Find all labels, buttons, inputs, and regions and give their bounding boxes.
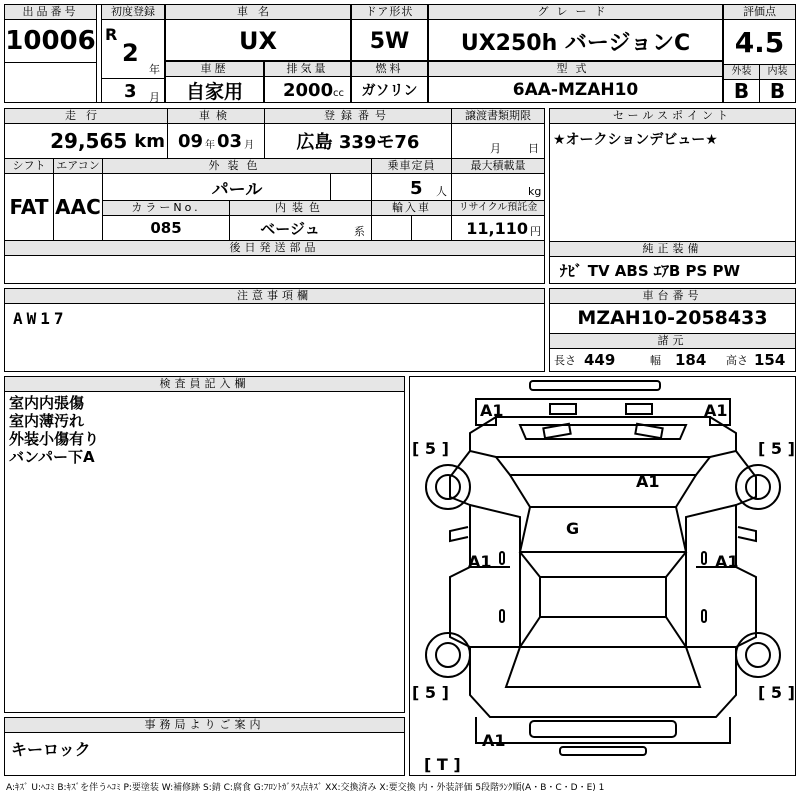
car-name: UX — [239, 27, 277, 55]
inspector-note: 外装小傷有り — [9, 430, 100, 448]
length-label: 長さ — [554, 354, 576, 367]
mark-tire-rl: [ 5 ] — [412, 683, 449, 702]
door-box — [351, 4, 428, 61]
grade-label: グレード — [429, 5, 722, 20]
displacement: 2000 — [283, 79, 334, 101]
color-no-label: カラーNo. — [103, 201, 229, 216]
transfer-label: 譲渡書類期限 — [452, 109, 544, 124]
int-color-label: 内装色 — [230, 201, 371, 216]
year-unit: 年 — [149, 63, 160, 76]
int-color: ベージュ — [260, 219, 320, 238]
reg-no-label: 登録番号 — [265, 109, 451, 124]
mark-front-right: A1 — [704, 401, 728, 420]
inspection — [168, 124, 264, 158]
load-unit: kg — [528, 184, 542, 198]
capacity: 5 — [410, 177, 423, 199]
chassis: MZAH10-2058433 — [577, 307, 768, 329]
first-reg-box — [101, 4, 165, 103]
displacement-unit: cc — [333, 87, 344, 99]
mark-roof: G — [566, 519, 580, 538]
inspector-notes — [9, 394, 99, 466]
score: 4.5 — [734, 25, 785, 59]
insp-month: 03 — [217, 130, 243, 152]
insp-year: 09 — [177, 130, 203, 152]
recycle: 11,110 — [466, 218, 528, 238]
int-color-suffix: 系 — [354, 225, 365, 238]
first-reg-label: 初度登録 — [102, 5, 164, 20]
model-label: 型式 — [429, 62, 722, 77]
mark-hood: A1 — [636, 472, 660, 491]
mileage-unit: km — [134, 130, 165, 152]
equipment: ﾅﾋﾞ TV ABS ｴｱB PS PW — [560, 261, 741, 280]
chassis-label: 車台番号 — [550, 289, 795, 304]
history-box — [165, 61, 264, 103]
chassis-box — [549, 288, 796, 372]
length — [554, 349, 615, 371]
mark-tire-fl: [ 5 ] — [412, 439, 449, 458]
inspection-label: 車検 — [168, 109, 264, 124]
model: 6AA-MZAH10 — [512, 80, 639, 100]
color: パール — [211, 179, 263, 200]
inspector-label: 検査員記入欄 — [5, 377, 404, 392]
office-label: 事務局よりご案内 — [5, 718, 404, 733]
capacity-unit: 人 — [436, 185, 447, 198]
history: 自家用 — [185, 80, 243, 103]
equipment-label: 純正装備 — [550, 242, 795, 257]
ext-label: 外装 — [724, 65, 759, 80]
office-text: キーロック — [11, 739, 91, 759]
era: R — [105, 25, 118, 44]
mileage-value: 29,565 — [50, 129, 128, 153]
mark-door-left: A1 — [468, 552, 492, 571]
fuel: ガソリン — [361, 83, 418, 99]
legend: A:ｷｽﾞ U:ﾍｺﾐ B:ｷｽﾞを伴うﾍｺﾐ P:要塗装 W:補修跡 S:錆 C:腐食 G:ﾌﾛﾝﾄｶﾞﾗｽ点ｷｽﾞ XX:交換済み X:要交換 内・外装評価 5段階ﾗﾝｸ順(A・B・C・D・E) 1 — [6, 783, 605, 793]
month-unit: 月 — [149, 91, 160, 104]
transfer-day: 日 — [528, 142, 539, 155]
int-label: 内装 — [760, 65, 795, 80]
int-grade: B — [769, 79, 786, 103]
lot-box — [4, 4, 97, 103]
score-box — [723, 4, 796, 103]
inspector-note: 室内内張傷 — [9, 394, 85, 412]
sales-point-box — [549, 108, 796, 284]
width-label: 幅 — [650, 354, 661, 367]
ac-label: エアコン — [54, 159, 102, 174]
transfer-month: 月 — [490, 142, 501, 155]
width — [650, 349, 706, 371]
capacity-label: 乗車定員 — [372, 159, 451, 174]
recycle-unit: 円 — [530, 225, 541, 238]
color-no: 085 — [150, 219, 182, 237]
height — [726, 349, 785, 371]
door-type: 5W — [369, 28, 410, 54]
car-name-label: 車名 — [166, 5, 350, 20]
mark-rear: A1 — [482, 731, 506, 750]
history-label: 車歴 — [166, 62, 263, 77]
reg-no: 広島 339モ76 — [296, 132, 420, 153]
mark-door-right: A1 — [715, 552, 739, 571]
displacement-box — [264, 61, 351, 103]
mileage — [5, 124, 165, 158]
door-label: ドア形状 — [352, 5, 427, 20]
mileage-label: 走行 — [5, 109, 167, 124]
mark-front-left: A1 — [480, 401, 504, 420]
sales-label: セールスポイント — [550, 109, 795, 124]
inspector-box — [4, 376, 405, 713]
load-label: 最大積載量 — [452, 159, 544, 174]
inspector-note: 室内薄汚れ — [9, 412, 85, 430]
shift-label: シフト — [5, 159, 53, 174]
grade: UX250h バージョンC — [460, 30, 691, 56]
office-box — [4, 717, 405, 776]
reg-month: 3 — [124, 81, 137, 102]
car-name-box — [165, 4, 351, 61]
lot-number: 10006 — [5, 26, 96, 56]
height-label: 高さ — [726, 354, 748, 367]
caution-text: AW17 — [13, 309, 68, 328]
height-value: 154 — [754, 351, 786, 369]
recycle-label: リサイクル預託金 — [452, 201, 544, 216]
ac: AAC — [55, 195, 101, 219]
inspector-note: バンパー下A — [9, 448, 95, 466]
color-label: 外装色 — [103, 159, 371, 174]
ext-grade: B — [733, 79, 750, 103]
fuel-box — [351, 61, 428, 103]
displacement-label: 排気量 — [265, 62, 350, 77]
model-box — [428, 61, 723, 103]
length-value: 449 — [584, 351, 616, 369]
later-parts-label: 後日発送部品 — [5, 241, 544, 256]
mark-tire-rr: [ 5 ] — [758, 683, 795, 702]
mark-tire-fr: [ 5 ] — [758, 439, 795, 458]
reg-year: 2 — [122, 39, 139, 67]
sales-text: ★オークションデビュー★ — [553, 132, 718, 148]
grade-box — [428, 4, 723, 61]
fuel-label: 燃料 — [352, 62, 427, 77]
width-value: 184 — [675, 351, 707, 369]
caution-box — [4, 288, 545, 372]
shift: FAT — [9, 195, 49, 219]
dims-label: 諸元 — [550, 333, 795, 349]
score-label: 評価点 — [724, 5, 795, 20]
import-label: 輸入車 — [372, 201, 451, 216]
car-diagram-svg — [410, 377, 795, 775]
insp-year-unit: 年 — [205, 139, 215, 151]
damage-diagram — [409, 376, 796, 776]
insp-month-unit: 月 — [244, 139, 255, 151]
mark-spare: [ T ] — [424, 755, 461, 774]
lot-label: 出品番号 — [5, 5, 96, 20]
caution-label: 注意事項欄 — [5, 289, 544, 304]
